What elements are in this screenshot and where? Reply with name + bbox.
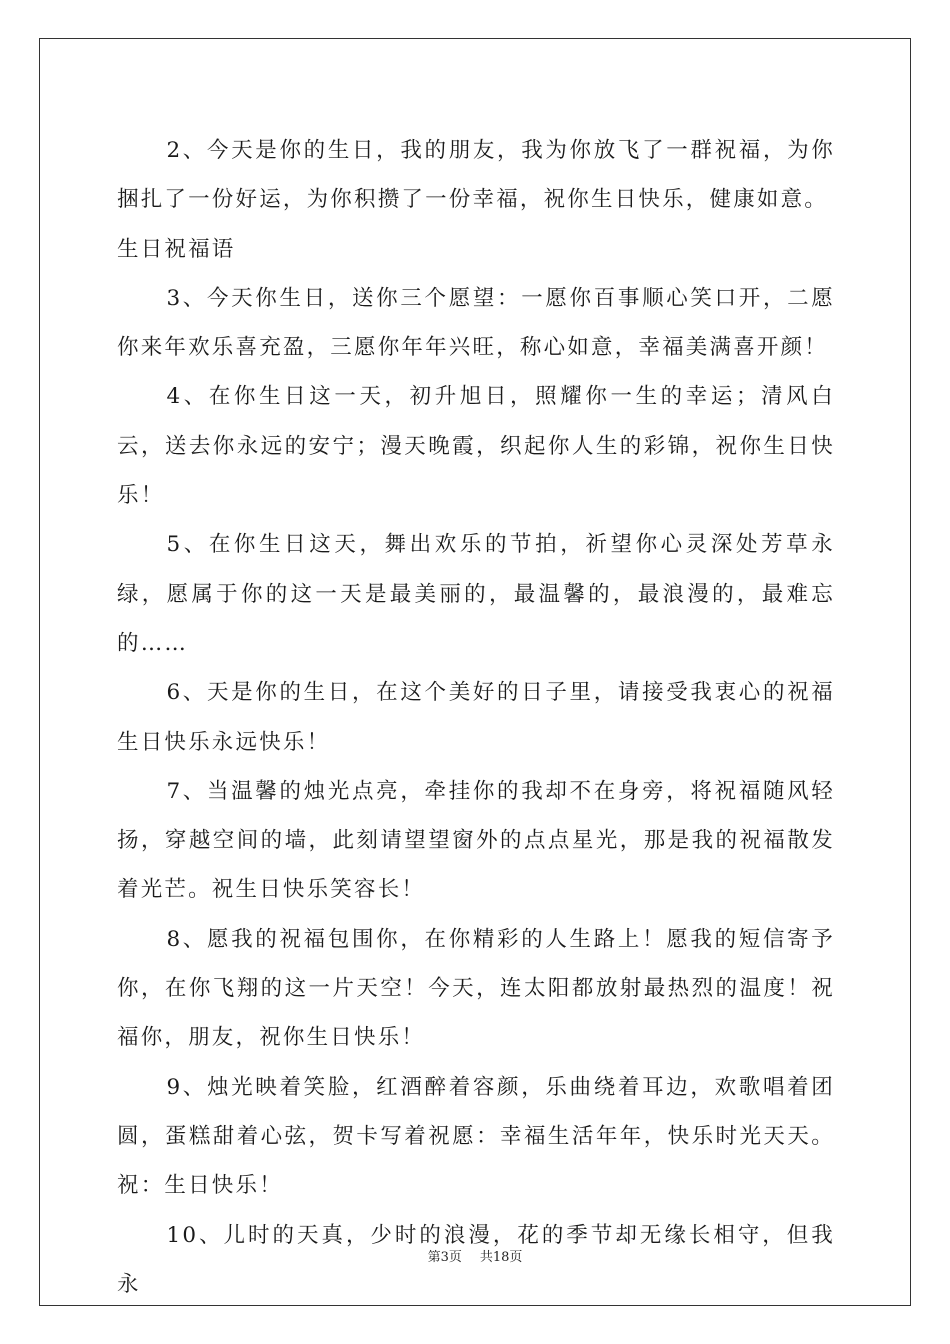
paragraph-6: 6、天是你的生日，在这个美好的日子里，请接受我衷心的祝福生日快乐永远快乐！ (117, 680, 835, 755)
page-total: 共18页 (479, 1250, 523, 1265)
paragraph-3: 3、今天你生日，送你三个愿望：一愿你百事顺心笑口开，二愿你来年欢乐喜充盈，三愿你年年兴旺，称心如意，幸福美满喜开颜！ (117, 285, 835, 361)
page-footer (0, 1246, 950, 1265)
document-body (117, 126, 835, 1309)
paragraph-5: 5、在你生日这天，舞出欢乐的节拍，祈望你心灵深处芳草永绿，愿属于你的这一天是最美丽的，最温馨的，最浪漫的，最难忘的…… (117, 532, 835, 656)
paragraph-9: 9、烛光映着笑脸，红酒醉着容颜，乐曲绕着耳边，欢歌唱着团圆，蛋糕甜着心弦，贺卡写着祝愿：幸福生活年年，快乐时光天天。祝：生日快乐！ (117, 1074, 835, 1199)
paragraph-2: 2、今天是你的生日，我的朋友，我为你放飞了一群祝福，为你捆扎了一份好运，为你积攒了一份幸福，祝你生日快乐，健康如意。 (117, 138, 835, 213)
heading-birthday-wishes: 生日祝福语 (117, 236, 236, 262)
page-number: 第3页 (427, 1250, 462, 1265)
paragraph-10: 10、儿时的天真，少时的浪漫，花的季节却无缘长相守，但我永 (117, 1222, 835, 1297)
paragraph-4: 4、在你生日这一天，初升旭日，照耀你一生的幸运；清风白云，送去你永远的安宁；漫天晚霞，织起你人生的彩锦，祝你生日快乐！ (117, 384, 835, 509)
paragraph-7: 7、当温馨的烛光点亮，牵挂你的我却不在身旁，将祝福随风轻扬，穿越空间的墙，此刻请望望窗外的点点星光，那是我的祝福散发着光芒。祝生日快乐笑容长！ (117, 778, 835, 903)
paragraph-8: 8、愿我的祝福包围你，在你精彩的人生路上！愿我的短信寄予你，在你飞翔的这一片天空！今天，连太阳都放射最热烈的温度！祝福你，朋友，祝你生日快乐！ (117, 926, 835, 1051)
